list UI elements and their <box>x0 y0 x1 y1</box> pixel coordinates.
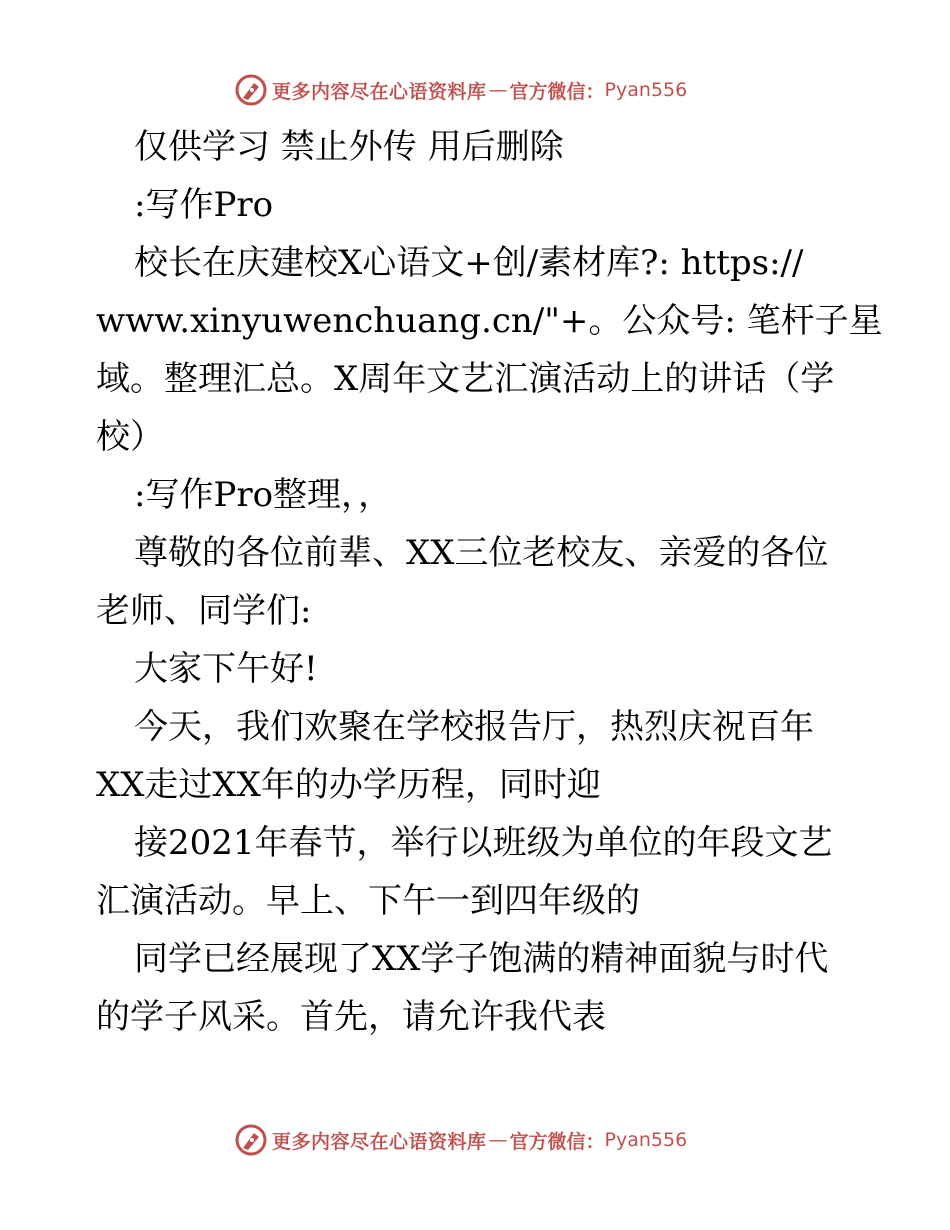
text-line: :写作Pro <box>134 185 274 225</box>
watermark-brand: 更多内容尽在心语资料库 <box>272 80 487 103</box>
text-line: 接2021年春节，举行以班级为单位的年段文艺 <box>134 823 833 863</box>
text-line: 大家下午好! <box>134 649 318 689</box>
text-line: 的学子风采。首先，请允许我代表 <box>96 997 606 1037</box>
watermark-separator: — <box>488 1129 508 1151</box>
watermark-brand: 更多内容尽在心语资料库 <box>272 1130 487 1153</box>
text-line: XX走过XX年的办学历程，同时迎 <box>96 765 601 805</box>
header-watermark <box>234 72 687 108</box>
text-line: 校） <box>96 417 164 457</box>
watermark-wechat-label: 官方微信： <box>509 80 605 103</box>
text-line: :写作Pro整理，， <box>134 475 393 515</box>
document-body <box>96 118 883 1046</box>
watermark-wechat-id: Pyan556 <box>604 1129 688 1151</box>
text-line: 尊敬的各位前辈、XX三位老校友、亲爱的各位 <box>134 533 829 573</box>
text-line: www.xinyuwenchuang.cn/"+。公众号: 笔杆子星 <box>96 301 883 341</box>
pen-nib-logo-icon <box>234 73 268 107</box>
watermark-separator: — <box>488 79 508 101</box>
pen-nib-logo-icon <box>234 1123 268 1157</box>
footer-watermark <box>234 1122 687 1158</box>
text-line: 今天，我们欢聚在学校报告厅，热烈庆祝百年 <box>134 707 814 747</box>
text-line: 老师、同学们: <box>96 591 312 631</box>
text-line: 仅供学习 禁止外传 用后删除 <box>134 127 564 167</box>
watermark-wechat-label: 官方微信： <box>509 1130 605 1153</box>
text-line: 校长在庆建校X心语文+创/素材库?: https:// <box>134 243 804 283</box>
text-line: 汇演活动。早上、下午一到四年级的 <box>96 881 640 921</box>
watermark-wechat-id: Pyan556 <box>604 79 688 101</box>
text-line: 域。整理汇总。X周年文艺汇演活动上的讲话（学 <box>96 359 835 399</box>
text-line: 同学已经展现了XX学子饱满的精神面貌与时代 <box>134 939 829 979</box>
